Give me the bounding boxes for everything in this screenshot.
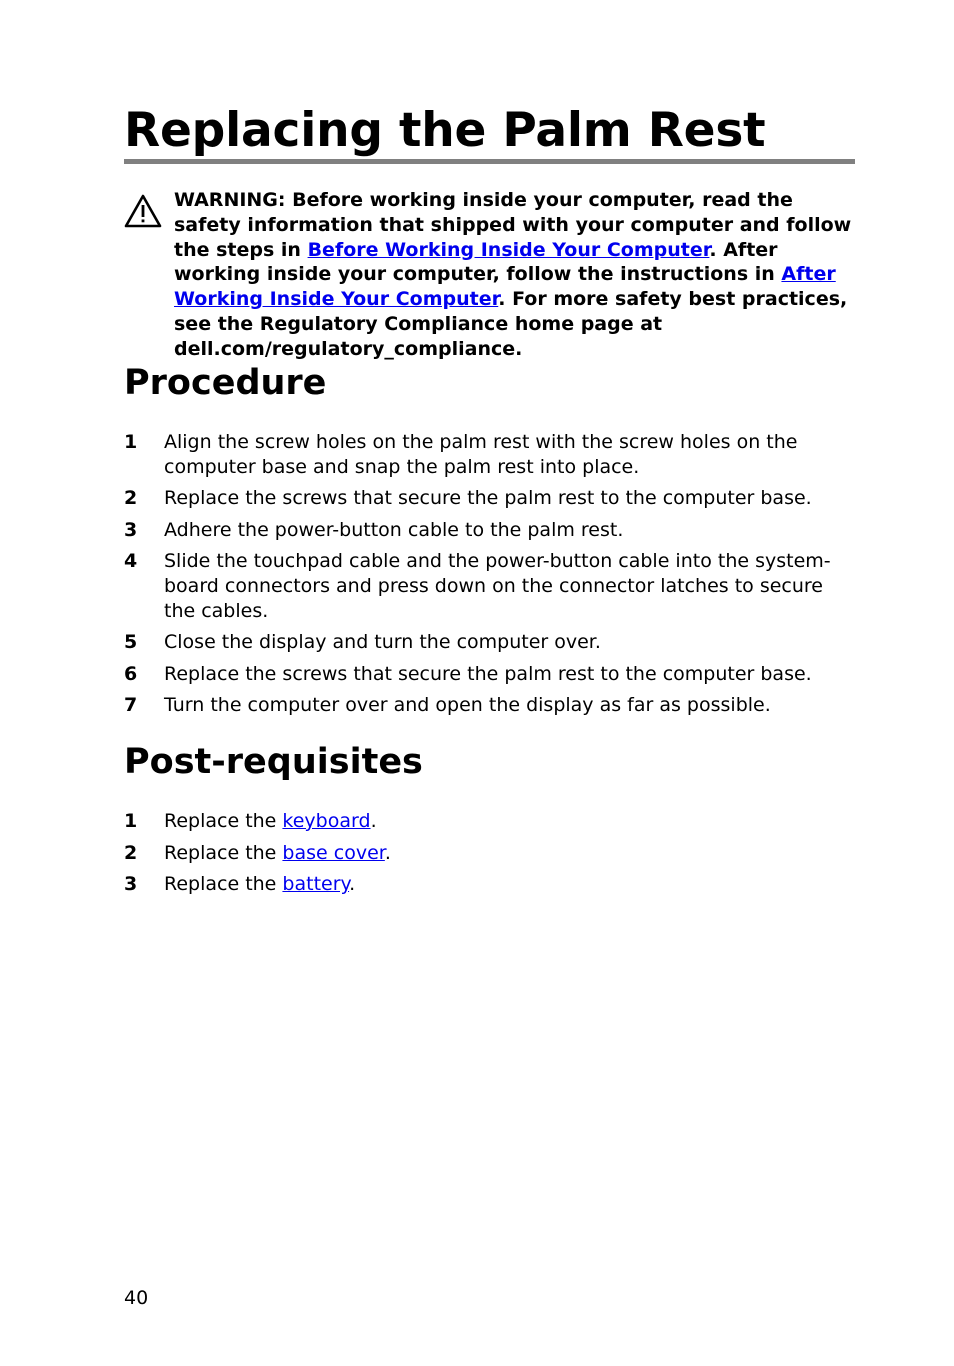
procedure-step — [124, 693, 855, 718]
step-prefix: Replace the — [164, 810, 283, 832]
step-text: Align the screw holes on the palm rest with the screw holes on the computer base and snap the palm rest into place. — [164, 431, 798, 478]
base-cover-link[interactable]: base cover — [282, 841, 385, 864]
post-requisite-step — [124, 872, 855, 897]
page-title: Replacing the Palm Rest — [124, 103, 766, 158]
warning-icon — [124, 194, 162, 228]
post-requisites-heading: Post-requisites — [124, 742, 423, 782]
procedure-step — [124, 549, 855, 623]
step-suffix: . — [384, 841, 391, 864]
step-text: Slide the touchpad cable and the power-button cable into the system-board connectors and press down on the connector latches to secure the cables. — [164, 550, 831, 622]
keyboard-link[interactable]: keyboard — [282, 810, 371, 832]
step-number: 2 — [124, 841, 138, 864]
warning-text — [174, 188, 855, 362]
warning-text-part3: . For more safety best practices, see the Regulatory Compliance home page at dell.com/regulatory_compliance. — [174, 288, 848, 360]
after-working-link[interactable]: After Working Inside Your Computer — [174, 263, 836, 311]
step-number: 2 — [124, 487, 138, 510]
battery-link[interactable]: battery — [282, 873, 350, 896]
step-number: 1 — [124, 810, 138, 832]
step-number: 7 — [124, 694, 138, 717]
post-requisites-steps — [124, 809, 855, 904]
step-number: 3 — [124, 873, 138, 896]
step-number: 6 — [124, 662, 138, 685]
step-number: 1 — [124, 431, 138, 453]
step-number: 5 — [124, 631, 138, 654]
procedure-steps — [124, 430, 855, 725]
procedure-step — [124, 662, 855, 687]
title-divider — [124, 159, 855, 164]
step-number: 4 — [124, 550, 138, 573]
procedure-step — [124, 486, 855, 511]
procedure-heading: Procedure — [124, 363, 327, 403]
step-suffix: . — [349, 873, 356, 896]
page-number: 40 — [124, 1287, 149, 1309]
procedure-step — [124, 430, 855, 479]
post-requisite-step — [124, 841, 855, 866]
step-prefix: Replace the — [164, 841, 283, 864]
step-text: Turn the computer over and open the display as far as possible. — [164, 694, 771, 717]
warning-text-part2: . After working inside your computer, follow the instructions in — [174, 238, 782, 286]
warning-text-part1: WARNING: Before working inside your computer, read the safety information that shipped with your computer and follow the steps in — [174, 189, 852, 261]
step-text: Replace the screws that secure the palm rest to the computer base. — [164, 487, 812, 510]
step-text: Close the display and turn the computer over. — [164, 631, 601, 654]
post-requisite-step — [124, 809, 855, 834]
before-working-link[interactable]: Before Working Inside Your Computer — [307, 238, 710, 261]
step-prefix: Replace the — [164, 873, 283, 896]
step-suffix: . — [370, 810, 377, 832]
step-number: 3 — [124, 518, 138, 541]
procedure-step — [124, 630, 855, 655]
step-text: Adhere the power-button cable to the palm rest. — [164, 518, 624, 541]
procedure-step — [124, 518, 855, 543]
step-text: Replace the screws that secure the palm rest to the computer base. — [164, 662, 812, 685]
